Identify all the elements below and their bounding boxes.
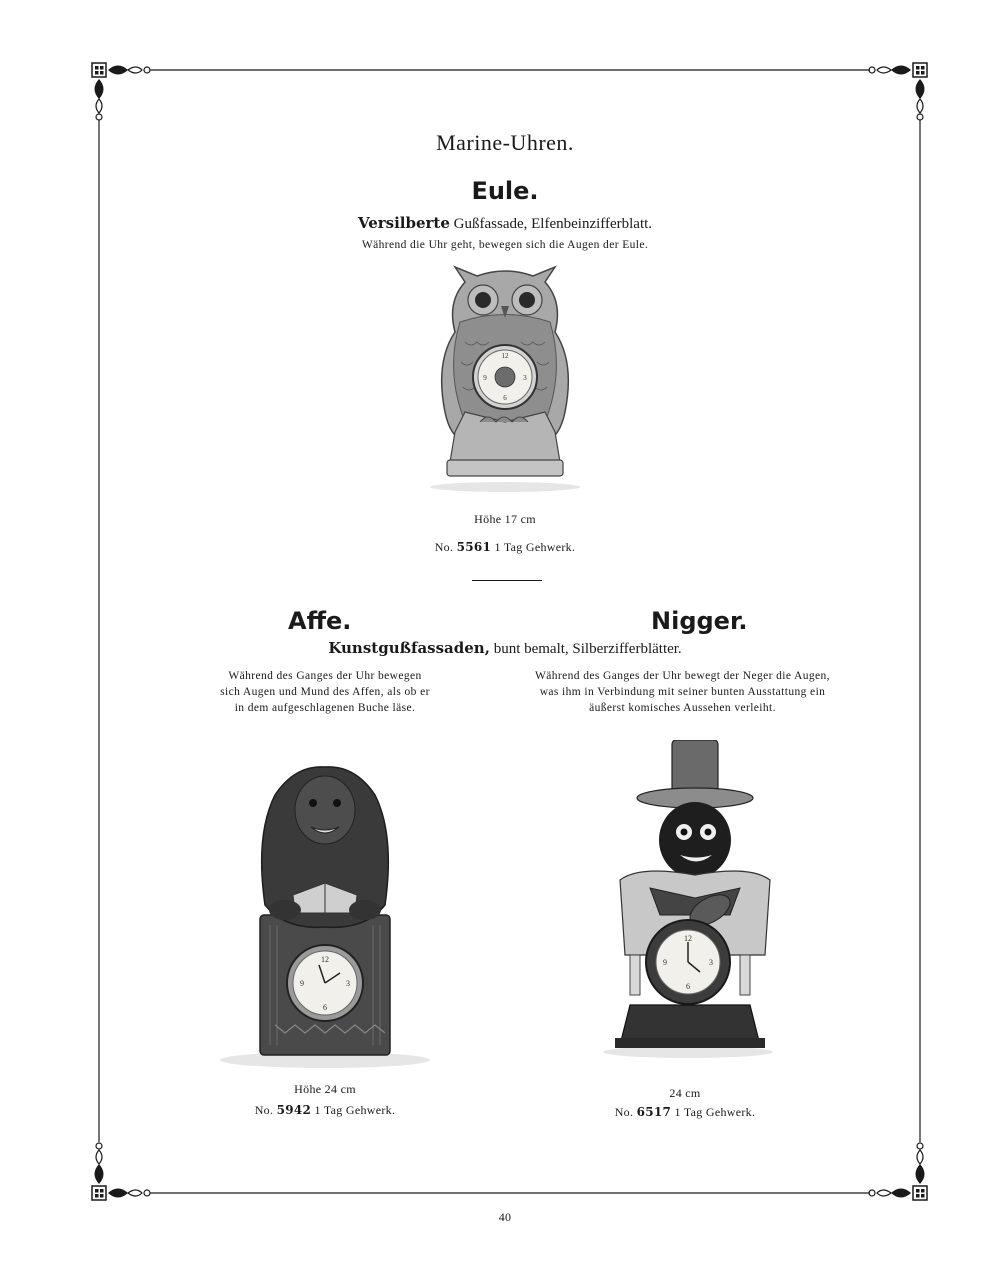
affe-description	[175, 668, 475, 716]
shared-material-rest: bunt bemalt, Silberzifferblätter.	[493, 641, 682, 657]
eule-material-bold: Versilberte	[357, 214, 450, 232]
affe-heading: Affe.	[288, 607, 352, 635]
svg-text:6: 6	[686, 982, 690, 991]
shared-material-bold: Kunstgußfassaden,	[328, 639, 490, 657]
eule-description: Während die Uhr geht, bewegen sich die Augen der Eule.	[361, 239, 649, 251]
corner-ornament-tl	[92, 63, 150, 120]
svg-text:6: 6	[503, 394, 507, 402]
svg-text:9: 9	[300, 979, 304, 988]
page-number: 40	[498, 1210, 512, 1224]
nigger-description-line: äußerst komisches Aussehen verleiht.	[589, 702, 776, 714]
svg-text:6: 6	[323, 1003, 327, 1012]
svg-text:3: 3	[523, 374, 527, 382]
svg-text:3: 3	[709, 958, 713, 967]
svg-text:12: 12	[684, 934, 692, 943]
affe-movement: 1 Tag Gehwerk.	[314, 1103, 396, 1117]
affe-height: Höhe 24 cm	[294, 1082, 356, 1096]
eule-catalog-number	[330, 540, 680, 555]
svg-text:9: 9	[483, 374, 487, 382]
nigger-description	[490, 668, 875, 716]
eule-number: 5561	[456, 540, 492, 554]
nigger-heading: Nigger.	[651, 607, 748, 635]
affe-description-line: Während des Ganges der Uhr bewegen	[228, 670, 422, 682]
nigger-height: 24 cm	[669, 1086, 701, 1100]
svg-text:9: 9	[663, 958, 667, 967]
eule-heading: Eule.	[471, 177, 539, 205]
monkey-clock-image	[215, 755, 435, 1070]
svg-text:3: 3	[346, 979, 350, 988]
figure-clock-image	[600, 740, 775, 1060]
corner-ornament-bl	[92, 1143, 150, 1200]
page-title: Marine-Uhren.	[436, 130, 574, 155]
nigger-catalog-number	[540, 1105, 830, 1120]
affe-description-line: sich Augen und Mund des Affen, als ob er	[220, 686, 430, 698]
nigger-description-line: was ihm in Verbindung mit seiner bunten Ausstattung ein	[539, 686, 826, 698]
corner-ornament-br	[869, 1143, 927, 1200]
eule-no-prefix: No.	[434, 540, 454, 554]
affe-number: 5942	[276, 1103, 312, 1117]
owl-clock-image	[425, 262, 585, 492]
eule-height: Höhe 17 cm	[474, 512, 536, 526]
eule-material	[250, 214, 760, 233]
affe-no-prefix: No.	[254, 1103, 274, 1117]
nigger-no-prefix: No.	[614, 1105, 634, 1119]
nigger-number: 6517	[636, 1105, 672, 1119]
section-divider	[472, 580, 542, 581]
svg-text:12: 12	[501, 352, 509, 360]
eule-material-rest: Gußfassade, Elfenbeinzifferblatt.	[453, 216, 653, 232]
corner-ornament-tr	[869, 63, 927, 120]
nigger-description-line: Während des Ganges der Uhr bewegt der Neger die Augen,	[535, 670, 830, 682]
affe-description-line: in dem aufgeschlagenen Buche läse.	[234, 702, 416, 714]
eule-movement: 1 Tag Gehwerk.	[494, 540, 576, 554]
shared-material	[250, 639, 760, 658]
nigger-movement: 1 Tag Gehwerk.	[674, 1105, 756, 1119]
affe-catalog-number	[180, 1103, 470, 1118]
svg-text:12: 12	[321, 955, 329, 964]
